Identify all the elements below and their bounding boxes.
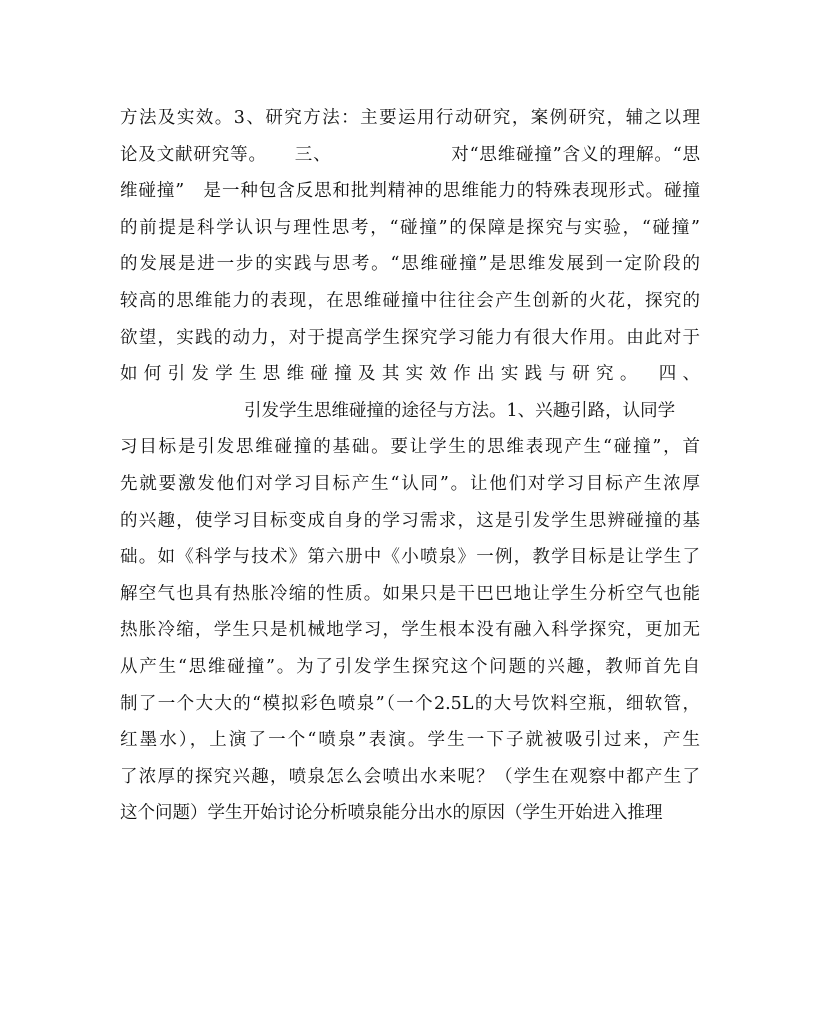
text-line: 热胀冷缩，学生只是机械地学习，学生根本没有融入科学探究，更加无 xyxy=(120,620,700,641)
text-line: 制了一个大大的“模拟彩色喷泉”（一个2.5L的大号饮料空瓶，细软管， xyxy=(120,693,700,714)
text-line: 的前提是科学认识与理性思考，“碰撞”的保障是探究与实验，“碰撞” xyxy=(120,217,700,238)
text-line: 引发学生思维碰撞的途径与方法。1、兴趣引路，认同学 xyxy=(244,400,676,421)
text-line: 这个问题）学生开始讨论分析喷泉能分出水的原因（学生开始进入推理 xyxy=(120,803,663,824)
text-line: 红墨水），上演了一个“喷泉”表演。学生一下子就被吸引过来，产生 xyxy=(120,730,700,751)
text-line: 欲望，实践的动力，对于提高学生探究学习能力有很大作用。由此对于 xyxy=(120,327,700,348)
text-line: 的兴趣，使学习目标变成自身的学习需求，这是引发学生思辨碰撞的基 xyxy=(120,510,700,531)
body-text xyxy=(120,100,700,832)
text-line: 方法及实效。3、研究方法：主要运用行动研究，案例研究，辅之以理 xyxy=(120,108,700,128)
text-line: 较高的思维能力的表现，在思维碰撞中往往会产生创新的火花，探究的 xyxy=(120,290,700,311)
text-line: 论及文献研究等。 三、 对“思维碰撞”含义的理解。“思 xyxy=(120,144,700,165)
text-line: 先就要激发他们对学习目标产生“认同”。让他们对学习目标产生浓厚 xyxy=(120,473,700,494)
text-line: 的发展是进一步的实践与思考。“思维碰撞”是思维发展到一定阶段的 xyxy=(120,254,700,275)
text-line: 解空气也具有热胀冷缩的性质。如果只是干巴巴地让学生分析空气也能 xyxy=(120,583,700,604)
text-line: 从产生“思维碰撞”。为了引发学生探究这个问题的兴趣，教师首先自 xyxy=(120,656,700,677)
text-line: 了浓厚的探究兴趣，喷泉怎么会喷出水来呢？（学生在观察中都产生了 xyxy=(120,766,700,787)
text-line: 如何引发学生思维碰撞及其实效作出实践与研究。 四、 xyxy=(120,364,700,385)
text-line: 础。如《科学与技术》第六册中《小喷泉》一例，教学目标是让学生了 xyxy=(120,547,700,568)
text-line: 习目标是引发思维碰撞的基础。要让学生的思维表现产生“碰撞”，首 xyxy=(120,437,700,458)
text-line: 维碰撞” 是一种包含反思和批判精神的思维能力的特殊表现形式。碰撞 xyxy=(120,181,700,202)
